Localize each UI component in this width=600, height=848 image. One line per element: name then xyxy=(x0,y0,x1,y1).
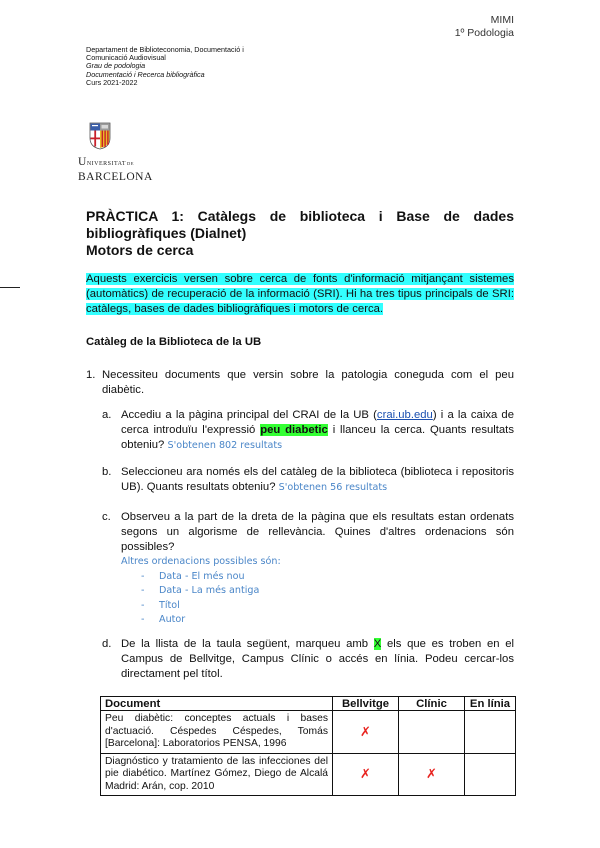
intro-paragraph xyxy=(86,272,514,317)
documents-table xyxy=(100,696,516,796)
clinic-cell xyxy=(399,711,465,754)
degree-name: Grau de podologia xyxy=(86,61,146,71)
author-name: MIMI xyxy=(490,14,514,26)
list-item: - Data - La més antiga xyxy=(121,584,514,599)
column-header-document: Document xyxy=(101,697,333,711)
online-cell xyxy=(465,753,516,796)
course-year: 1º Podologia xyxy=(454,27,514,39)
question-1a: a. Accediu a la pàgina principal del CRAI de la UB (crai.ub.edu) i a la caixa de cerca introduïu l'expressió peu diabetic i llanceu la cerca. Quants resultats obteniu? S'obtenen 802 resultats xyxy=(102,409,514,451)
university-name: UNIVERSITATDE BARCELONA xyxy=(78,156,153,183)
question-1-number: 1. xyxy=(86,369,96,381)
list-item: - Autor xyxy=(121,613,514,628)
answer-1b: S'obtenen 56 resultats xyxy=(278,482,388,493)
academic-year: Curs 2021-2022 xyxy=(86,77,138,87)
search-term-highlight: peu diabetic xyxy=(260,424,328,436)
crai-link[interactable]: crai.ub.edu xyxy=(376,409,433,421)
question-1 xyxy=(86,368,514,398)
question-1b: b. Seleccioneu ara només els del catàleg de la biblioteca (biblioteca i repositoris UB). Quants resultats obteniu? S'obtenen 56 resultats xyxy=(102,466,514,493)
column-header-clinic: Clínic xyxy=(399,697,465,711)
page-header-right xyxy=(455,14,514,40)
column-header-online: En línia xyxy=(465,697,516,711)
x-mark-highlight: X xyxy=(373,638,382,650)
practice-title xyxy=(86,208,514,259)
question-1d-letter: d. xyxy=(102,638,112,650)
department-line-1: Departament de Biblioteconomia, Documentació i xyxy=(86,45,244,54)
practice-title-line-2: Motors de cerca xyxy=(86,242,194,258)
table-row xyxy=(101,711,516,754)
answer-1c-intro: Altres ordenacions possibles són: xyxy=(121,556,281,567)
bellvitge-cell: ✗ xyxy=(333,711,399,754)
page-header-left xyxy=(86,46,244,87)
document-cell: Peu diabètic: conceptes actuals i bases d'actuació. Céspedes Céspedes, Tomás [Barcelona]: Laboratorios PENSA, 1996 xyxy=(101,711,333,754)
department-line-2: Comunicació Audiovisual xyxy=(86,53,166,63)
subject-name: Documentació i Recerca bibliogràfica xyxy=(86,69,205,79)
university-crest-icon xyxy=(89,122,111,150)
document-cell: Diagnóstico y tratamiento de las infecciones del pie diabético. Martínez Gómez, Diego de Alcalá Madrid: Arán, cop. 2010 xyxy=(101,753,333,796)
answer-1c xyxy=(121,555,514,628)
online-cell xyxy=(465,711,516,754)
question-1c: c. Observeu a la part de la dreta de la pàgina que els resultats estan ordenats segons un algorisme de rellevància. Quines d'altres ordenacions són possibles? Altres ordenacions possibles són: - Data - El més nou - Data - La més antiga - Títol - Autor xyxy=(102,510,514,628)
practice-title-line-1: PRÀCTICA 1: Catàlegs de biblioteca i Base de dades bibliogràfiques (Dialnet) xyxy=(86,208,514,241)
list-item: - Títol xyxy=(121,599,514,614)
answer-1a: S'obtenen 802 resultats xyxy=(167,440,283,451)
bellvitge-cell: ✗ xyxy=(333,753,399,796)
margin-rule xyxy=(0,287,20,288)
table-row xyxy=(101,753,516,796)
question-1d: d. De la llista de la taula següent, marqueu amb X els que es troben en el Campus de Bellvitge, Campus Clínic o accés en línia. Podeu cercar-los directament pel títol. xyxy=(102,638,514,680)
intro-text: Aquests exercicis versen sobre cerca de fonts d'informació mitjançant sistemes (automàtics) de recuperació de la informació (SRI). Hi ha tres tipus principals de SRI: catàlegs, bases de dades bibliogràfiques i motors de cerca. xyxy=(86,273,514,315)
list-item: - Data - El més nou xyxy=(121,570,514,585)
question-1b-letter: b. xyxy=(102,466,112,478)
clinic-cell: ✗ xyxy=(399,753,465,796)
column-header-bellvitge: Bellvitge xyxy=(333,697,399,711)
section-title: Catàleg de la Biblioteca de la UB xyxy=(86,336,262,348)
sort-options-list xyxy=(121,570,514,628)
question-1-text: Necessiteu documents que versin sobre la patologia coneguda com el peu diabètic. xyxy=(102,369,514,396)
question-1c-letter: c. xyxy=(102,511,111,523)
table-header-row xyxy=(101,697,516,711)
question-1a-letter: a. xyxy=(102,409,112,421)
